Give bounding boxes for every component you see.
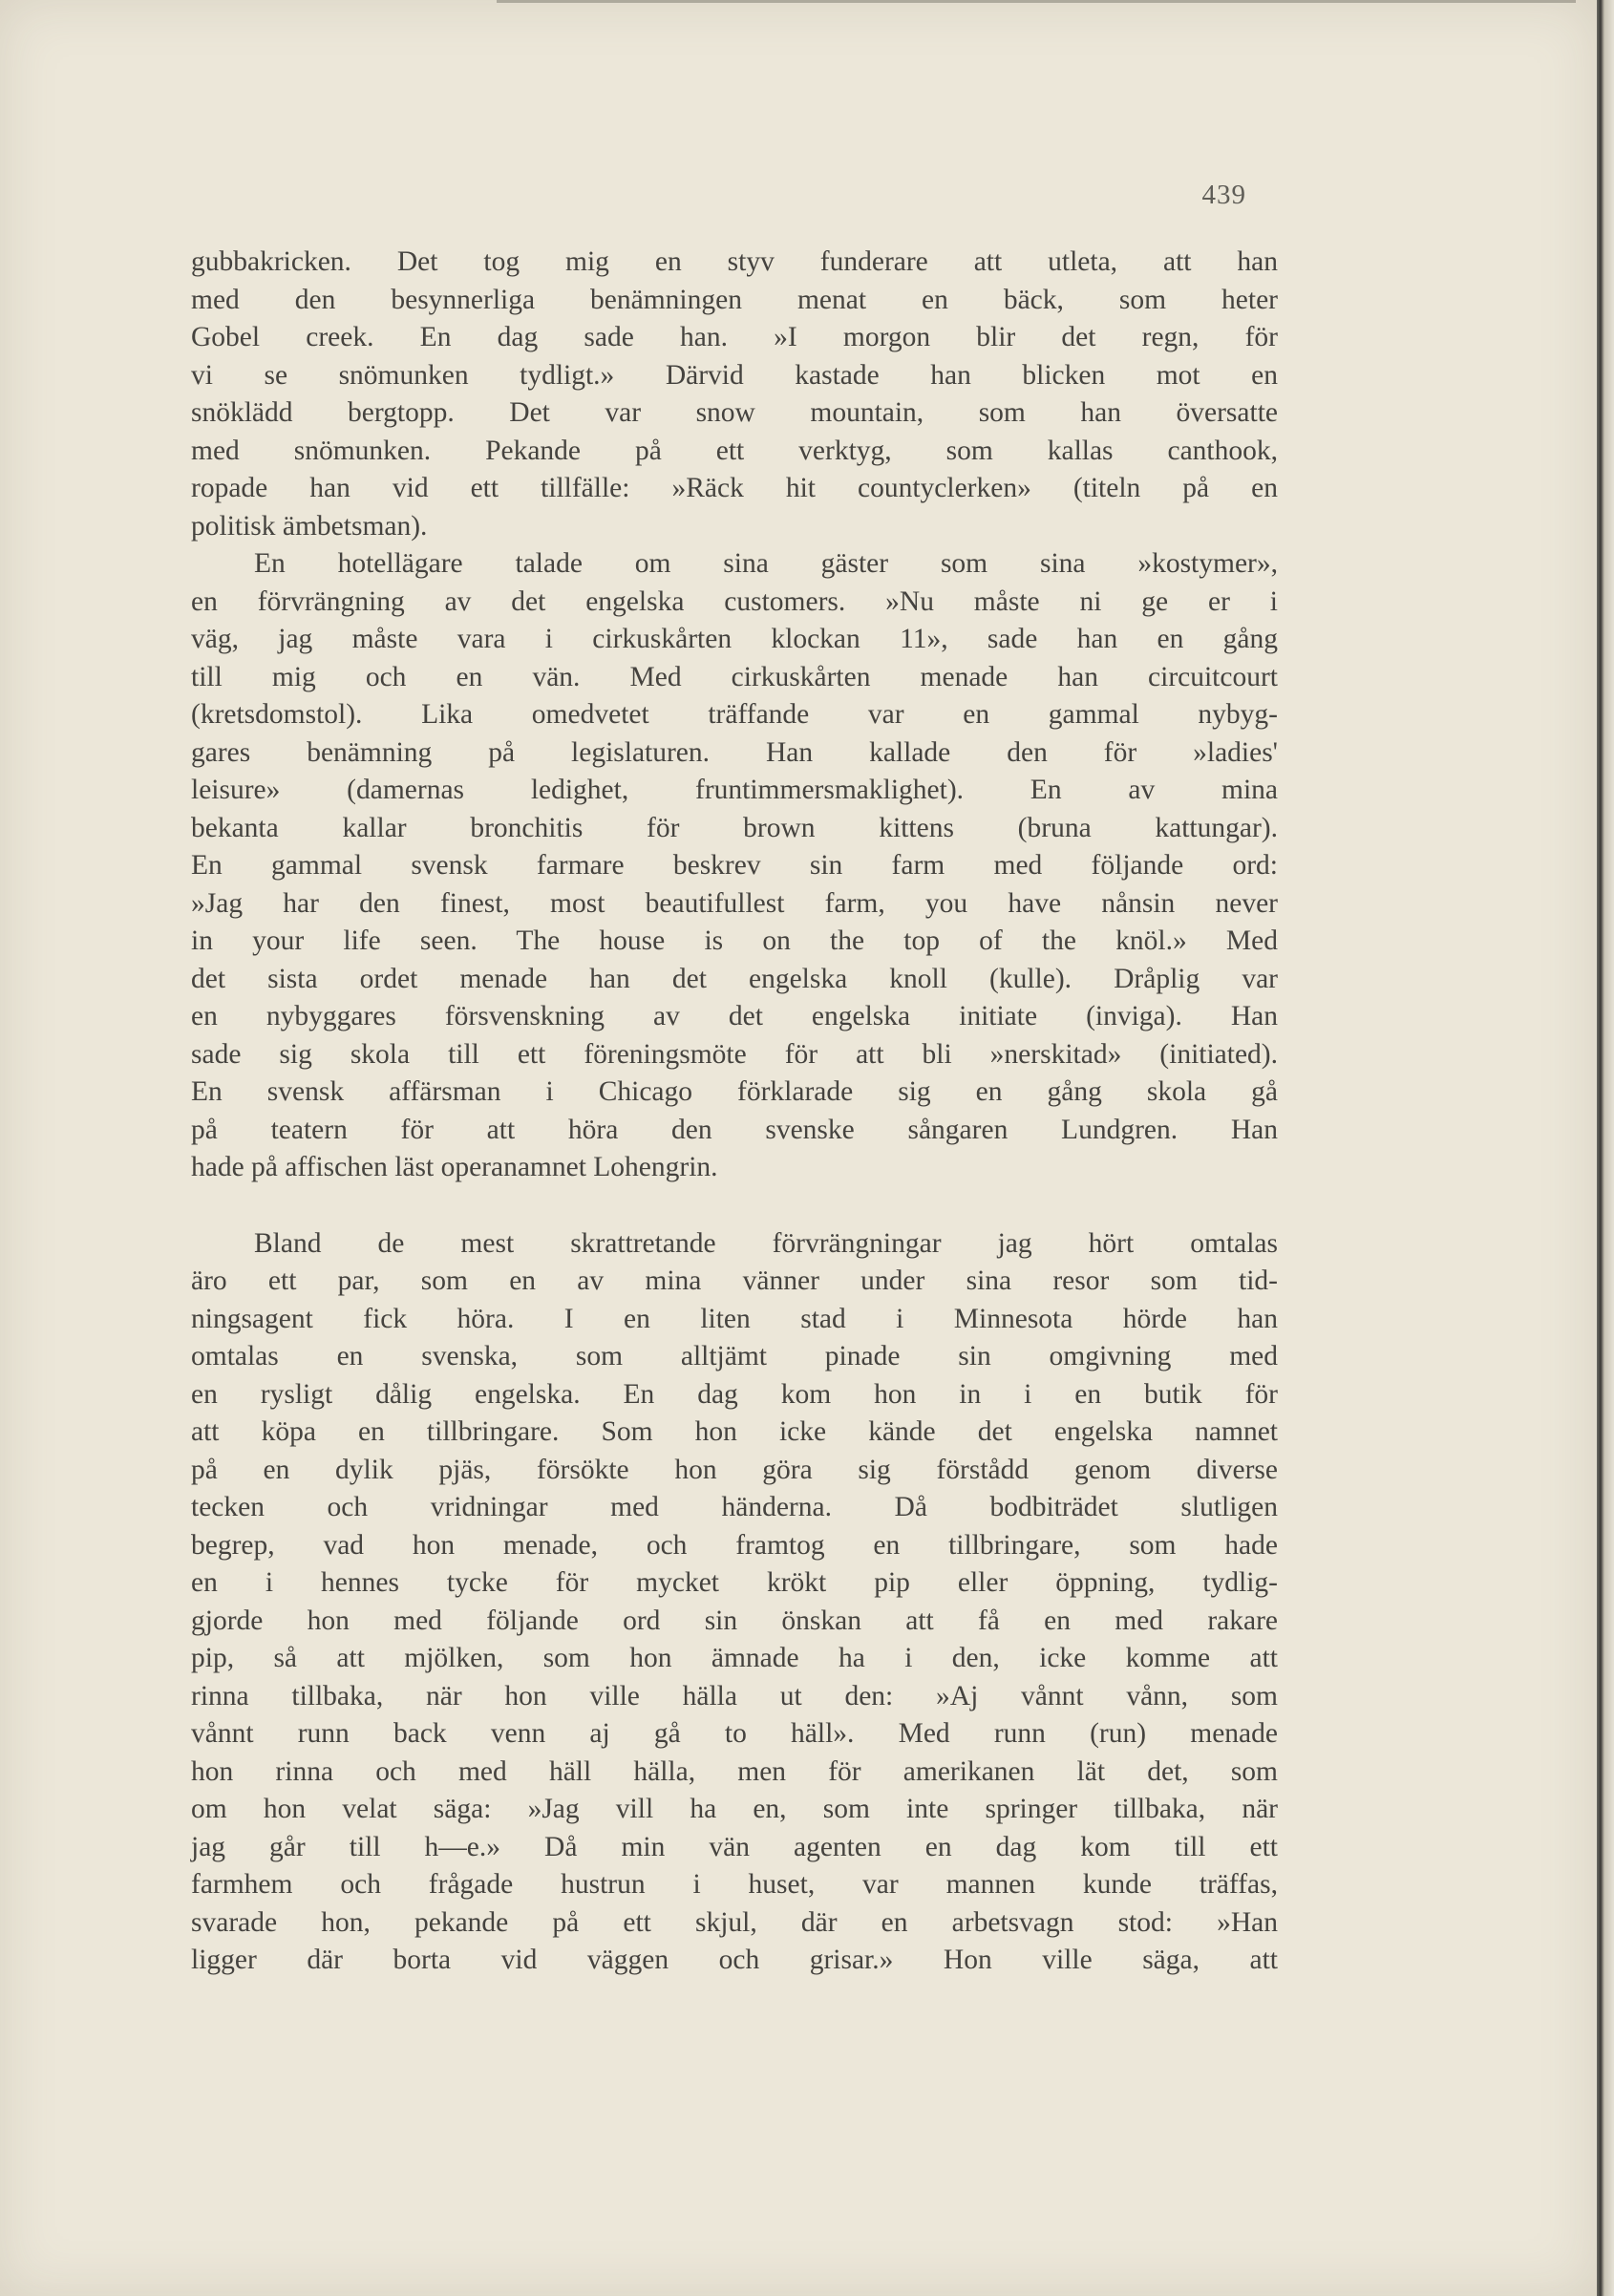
text-line: »Jag har den finest, most beautifullest farm, you have nånsin never	[191, 887, 1278, 919]
text-line: gubbakricken. Det tog mig en styv funderare att utleta, att han	[191, 246, 1278, 277]
text-line: snöklädd bergtopp. Det var snow mountain, som han översatte	[191, 397, 1278, 428]
text-line: ligger där borta vid väggen och grisar.» Hon ville säga, att	[191, 1945, 1278, 1975]
text-line: med snömunken. Pekande på ett verktyg, som kallas canthook,	[191, 435, 1278, 466]
text-line: gjorde hon med följande ord sin önskan att få en med rakare	[191, 1605, 1278, 1636]
text-line: om hon velat säga: »Jag vill ha en, som inte springer tillbaka, när	[191, 1794, 1278, 1824]
text-line: rinna tillbaka, när hon ville hälla ut den: »Aj vånnt vånn, som	[191, 1680, 1278, 1711]
text-line: att köpa en tillbringare. Som hon icke kände det engelska namnet	[191, 1416, 1278, 1447]
text-line: med den besynnerliga benämningen menat en bäck, som heter	[191, 284, 1278, 315]
text-line: väg, jag måste vara i cirkuskårten klockan 11», sade han en gång	[191, 624, 1278, 654]
text-line: vånnt runn back venn aj gå to häll». Med runn (run) menade	[191, 1718, 1278, 1749]
paragraph	[191, 244, 1278, 545]
page-right-edge	[1597, 0, 1614, 2296]
text-line: äro ett par, som en av mina vänner under sina resor som tid-	[191, 1265, 1278, 1296]
text-line: hon rinna och med häll hälla, men för amerikanen lät det, som	[191, 1755, 1278, 1787]
text-line: En gammal svensk farmare beskrev sin farm med följande ord:	[191, 850, 1278, 881]
text-line: sade sig skola till ett föreningsmöte för att bli »nerskitad» (initiated).	[191, 1038, 1278, 1070]
text-line: En hotellägare talade om sina gäster som sina »kostymer»,	[254, 548, 1278, 579]
paragraph-gap	[191, 1187, 1278, 1225]
text-line: svarade hon, pekande på ett skjul, där en arbetsvagn stod: »Han	[191, 1906, 1278, 1938]
text-line: tecken och vridningar med händerna. Då bodbiträdet slutligen	[191, 1492, 1278, 1522]
body-text	[191, 244, 1278, 1980]
text-line: ropade han vid ett tillfälle: »Räck hit countyclerken» (titeln på en	[191, 473, 1278, 503]
text-line: omtalas en svenska, som alltjämt pinade sin omgivning med	[191, 1341, 1278, 1371]
text-line: en i hennes tycke för mycket krökt pip eller öppning, tydlig-	[191, 1567, 1278, 1598]
text-line: politisk ämbetsman).	[191, 510, 428, 542]
text-line: En svensk affärsman i Chicago förklarade sig en gång skola gå	[191, 1076, 1278, 1107]
text-line: pip, så att mjölken, som hon ämnade ha i den, icke komme att	[191, 1643, 1278, 1673]
text-line: på en dylik pjäs, försökte hon göra sig förstådd genom diverse	[191, 1454, 1278, 1485]
paragraph	[191, 1225, 1278, 1980]
text-line: gares benämning på legislaturen. Han kallade den för »ladies'	[191, 736, 1278, 768]
text-line: det sista ordet menade han det engelska knoll (kulle). Dråplig var	[191, 963, 1278, 994]
text-line: ningsagent fick höra. I en liten stad i Minnesota hörde han	[191, 1303, 1278, 1334]
text-line: Gobel creek. En dag sade han. »I morgon blir det regn, för	[191, 322, 1278, 352]
text-line: en förvrängning av det engelska customers. »Nu måste ni ge er i	[191, 585, 1278, 617]
paragraph	[191, 545, 1278, 1187]
text-line: leisure» (damernas ledighet, fruntimmersmaklighet). En av mina	[191, 775, 1278, 805]
text-line: Bland de mest skrattretande förvrängningar jag hört omtalas	[254, 1227, 1278, 1259]
text-line: en rysligt dålig engelska. En dag kom hon in i en butik för	[191, 1378, 1278, 1410]
text-line: farmhem och frågade hustrun i huset, var mannen kunde träffas,	[191, 1869, 1278, 1900]
text-line: in your life seen. The house is on the top of the knöl.» Med	[191, 925, 1278, 956]
text-line: bekanta kallar bronchitis för brown kittens (bruna kattungar).	[191, 812, 1278, 843]
text-line: (kretsdomstol). Lika omedvetet träffande var en gammal nybyg-	[191, 699, 1278, 730]
text-line: begrep, vad hon menade, och framtog en tillbringare, som hade	[191, 1529, 1278, 1561]
text-line: jag går till h—e.» Då min vän agenten en dag kom till ett	[191, 1831, 1278, 1862]
text-line: en nybyggares försvenskning av det engelska initiate (inviga). Han	[191, 1001, 1278, 1031]
top-edge-rule	[497, 0, 1576, 3]
text-line: vi se snömunken tydligt.» Därvid kastade han blicken mot en	[191, 359, 1278, 391]
text-line: hade på affischen läst operanamnet Lohengrin.	[191, 1152, 718, 1182]
text-line: till mig och en vän. Med cirkuskårten menade han circuitcourt	[191, 661, 1278, 692]
page-number: 439	[1201, 180, 1246, 210]
text-line: på teatern för att höra den svenske sångaren Lundgren. Han	[191, 1114, 1278, 1145]
